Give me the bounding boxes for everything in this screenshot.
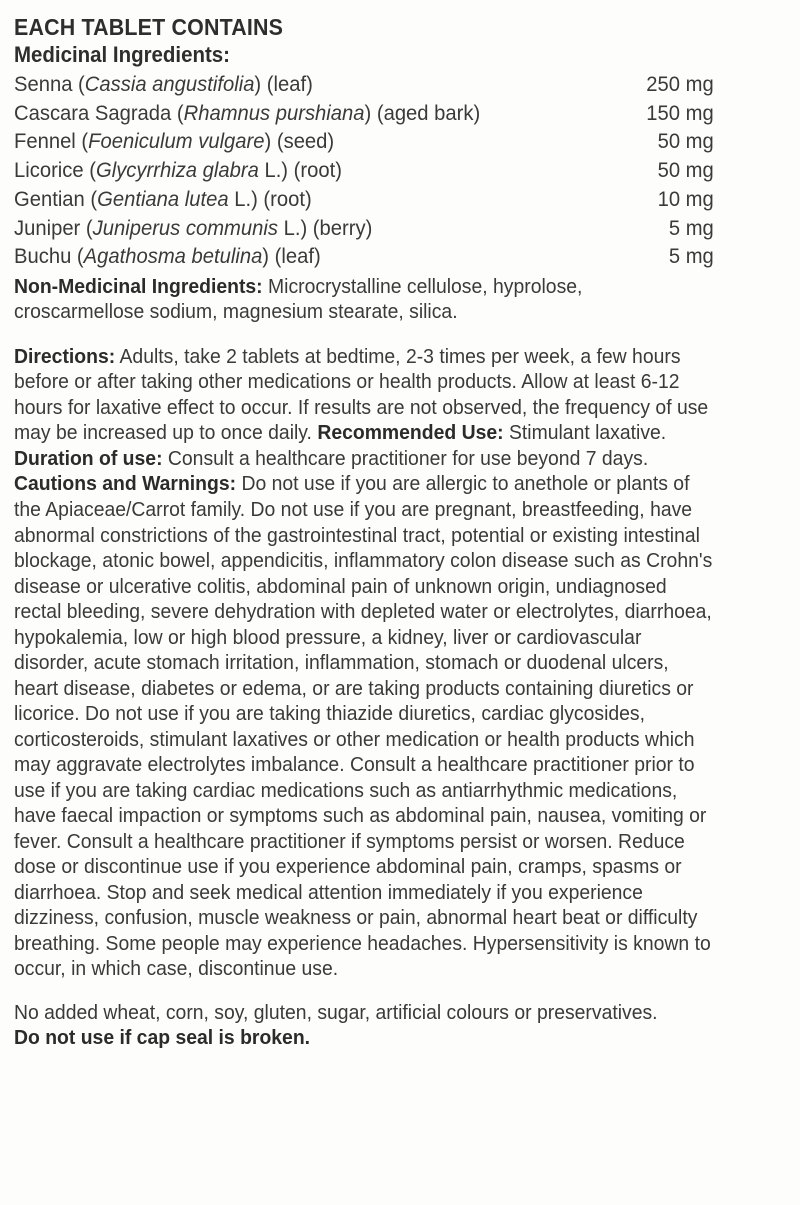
ingredient-row [14, 99, 714, 128]
ingredient-amount: 10 mg [657, 186, 714, 211]
label-heading: EACH TABLET CONTAINS [14, 14, 284, 40]
non-medicinal-ingredients-block [14, 274, 714, 325]
ingredient-name: Cascara Sagrada (Rhamnus purshiana) (aged bark) [14, 100, 481, 125]
ingredient-row [14, 242, 714, 271]
ingredient-name: Buchu (Agathosma betulina) (leaf) [14, 244, 321, 269]
ingredient-latin-name: Agathosma betulina [83, 244, 263, 269]
free-from-text: No added wheat, corn, soy, gluten, sugar, artificial colours or preservatives. [14, 1000, 658, 1024]
medicinal-ingredients-heading: Medicinal Ingredients: [14, 41, 231, 67]
ingredient-latin-name: Glycyrrhiza glabra [95, 158, 259, 183]
recommended-use-text: Stimulant laxative. [503, 421, 667, 445]
ingredient-row [14, 127, 714, 156]
cap-seal-warning: Do not use if cap seal is broken. [14, 1026, 311, 1050]
directions-label: Directions: [14, 344, 116, 368]
cautions-label: Cautions and Warnings: [14, 472, 237, 496]
ingredient-amount: 5 mg [669, 244, 714, 269]
non-medicinal-ingredients-text: Microcrystalline cellulose, hyprolose, croscarmellose sodium, magnesium stearate, silica. [14, 274, 583, 324]
ingredient-amount: 250 mg [646, 72, 714, 97]
ingredient-row [14, 185, 714, 214]
ingredient-name: Gentian (Gentiana lutea L.) (root) [14, 186, 312, 211]
duration-of-use-text: Consult a healthcare practitioner for use beyond 7 days. [162, 446, 649, 470]
directions-text: Adults, take 2 tablets at bedtime, 2-3 times per week, a few hours before or after taking other medications or health products. Allow at least 6-12 hours for laxative effect to occur. If results are not observed, the frequency of use may be increased up to once daily. [14, 344, 709, 445]
ingredient-row [14, 214, 714, 243]
ingredient-latin-name: Cassia angustifolia [84, 72, 255, 97]
footer-block [14, 1000, 714, 1051]
ingredient-name: Juniper (Juniperus communis L.) (berry) [14, 215, 373, 240]
ingredient-latin-name: Gentiana lutea [97, 186, 229, 211]
medicinal-ingredients-list [14, 70, 714, 271]
directions-block [14, 344, 714, 982]
ingredient-row [14, 156, 714, 185]
ingredient-latin-name: Juniperus communis [92, 215, 278, 240]
recommended-use-label: Recommended Use: [317, 421, 504, 445]
ingredient-amount: 150 mg [646, 100, 714, 125]
ingredient-latin-name: Foeniculum vulgare [88, 129, 265, 154]
ingredient-amount: 50 mg [657, 129, 714, 154]
duration-of-use-label: Duration of use: [14, 446, 163, 470]
cautions-text: Do not use if you are allergic to anethole or plants of the Apiaceae/Carrot family. Do not use if you are pregnant, breastfeeding, have abnormal constrictions of the gastrointestinal tract, potential or existing intestinal blockage, atonic bowel, appendicitis, inflammatory colon disease such as Crohn's disease or ulcerative colitis, abdominal pain of unknown origin, undiagnosed rectal bleeding, severe dehydration with depleted water or electrolytes, diarrhoea, hypokalemia, low or high blood pressure, a kidney, liver or cardiovascular disorder, acute stomach irritation, inflammation, stomach or duodenal ulcers, heart disease, diabetes or edema, or are taking products containing diuretics or licorice. Do not use if you are taking thiazide diuretics, cardiac glycosides, corticosteroids, stimulant laxatives or other medication or health products which may aggravate electrolytes imbalance. Consult a healthcare practitioner prior to use if you are taking cardiac medications such as antiarrhythmic medications, have faecal impaction or symptoms such as abdominal pain, nausea, vomiting or fever. Consult a healthcare practitioner if symptoms persist or worsen. Reduce dose or discontinue use if you experience abdominal pain, cramps, spasms or diarrhoea. Stop and seek medical attention immediately if you experience dizziness, confusion, muscle weakness or pain, abnormal heart beat or difficulty breathing. Some people may experience headaches. Hypersensitivity is known to occur, in which case, discontinue use. [14, 472, 713, 981]
ingredient-latin-name: Rhamnus purshiana [183, 100, 365, 125]
ingredient-row [14, 70, 714, 99]
ingredient-name: Senna (Cassia angustifolia) (leaf) [14, 72, 313, 97]
ingredient-amount: 50 mg [657, 158, 714, 183]
ingredient-name: Licorice (Glycyrrhiza glabra L.) (root) [14, 158, 342, 183]
ingredient-name: Fennel (Foeniculum vulgare) (seed) [14, 129, 335, 154]
ingredient-amount: 5 mg [669, 215, 714, 240]
non-medicinal-ingredients-label: Non-Medicinal Ingredients: [14, 274, 263, 298]
